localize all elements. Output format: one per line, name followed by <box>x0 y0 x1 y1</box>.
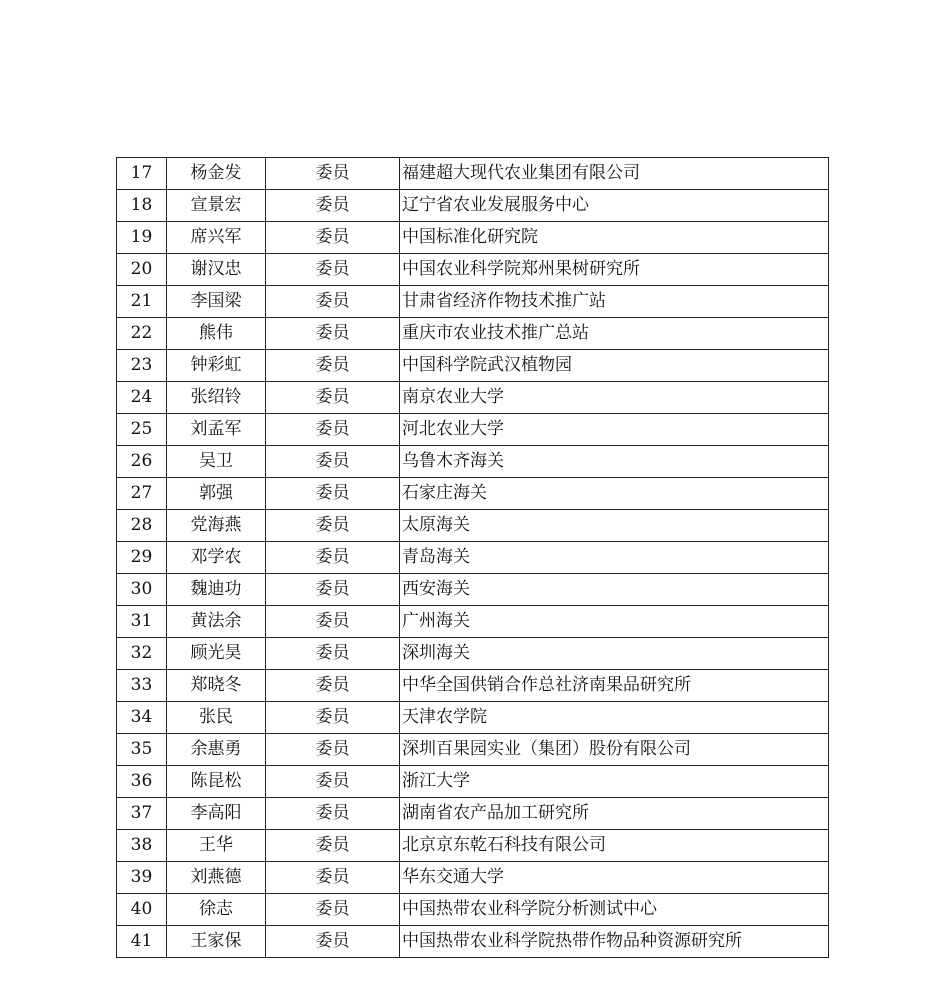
member-name-cell: 张民 <box>167 702 266 734</box>
table-row <box>117 734 829 766</box>
row-number-cell: 41 <box>117 926 167 958</box>
row-number-cell: 17 <box>117 158 167 190</box>
member-organization-cell: 深圳海关 <box>400 638 829 670</box>
member-name-cell: 王家保 <box>167 926 266 958</box>
member-role-cell: 委员 <box>266 894 400 926</box>
member-role-cell: 委员 <box>266 638 400 670</box>
member-organization-cell: 西安海关 <box>400 574 829 606</box>
table-row <box>117 190 829 222</box>
member-organization-cell: 青岛海关 <box>400 542 829 574</box>
table-row <box>117 222 829 254</box>
member-role-cell: 委员 <box>266 478 400 510</box>
member-role-cell: 委员 <box>266 606 400 638</box>
row-number-cell: 26 <box>117 446 167 478</box>
member-name-cell: 魏迪功 <box>167 574 266 606</box>
table-row <box>117 926 829 958</box>
table-row <box>117 286 829 318</box>
member-name-cell: 吴卫 <box>167 446 266 478</box>
member-name-cell: 王华 <box>167 830 266 862</box>
member-role-cell: 委员 <box>266 670 400 702</box>
member-role-cell: 委员 <box>266 414 400 446</box>
member-name-cell: 郑晓冬 <box>167 670 266 702</box>
row-number-cell: 22 <box>117 318 167 350</box>
table-row <box>117 574 829 606</box>
row-number-cell: 39 <box>117 862 167 894</box>
table-row <box>117 638 829 670</box>
row-number-cell: 31 <box>117 606 167 638</box>
table-row <box>117 670 829 702</box>
member-role-cell: 委员 <box>266 830 400 862</box>
row-number-cell: 32 <box>117 638 167 670</box>
member-organization-cell: 重庆市农业技术推广总站 <box>400 318 829 350</box>
row-number-cell: 37 <box>117 798 167 830</box>
row-number-cell: 27 <box>117 478 167 510</box>
member-role-cell: 委员 <box>266 350 400 382</box>
member-role-cell: 委员 <box>266 574 400 606</box>
row-number-cell: 24 <box>117 382 167 414</box>
member-organization-cell: 乌鲁木齐海关 <box>400 446 829 478</box>
row-number-cell: 18 <box>117 190 167 222</box>
member-organization-cell: 太原海关 <box>400 510 829 542</box>
member-name-cell: 党海燕 <box>167 510 266 542</box>
member-role-cell: 委员 <box>266 254 400 286</box>
member-role-cell: 委员 <box>266 542 400 574</box>
member-role-cell: 委员 <box>266 862 400 894</box>
member-name-cell: 钟彩虹 <box>167 350 266 382</box>
member-name-cell: 谢汉忠 <box>167 254 266 286</box>
member-organization-cell: 华东交通大学 <box>400 862 829 894</box>
member-name-cell: 张绍铃 <box>167 382 266 414</box>
member-organization-cell: 石家庄海关 <box>400 478 829 510</box>
member-role-cell: 委员 <box>266 446 400 478</box>
member-role-cell: 委员 <box>266 926 400 958</box>
member-organization-cell: 北京京东乾石科技有限公司 <box>400 830 829 862</box>
row-number-cell: 23 <box>117 350 167 382</box>
member-organization-cell: 中国热带农业科学院热带作物品种资源研究所 <box>400 926 829 958</box>
member-organization-cell: 广州海关 <box>400 606 829 638</box>
member-organization-cell: 中华全国供销合作总社济南果品研究所 <box>400 670 829 702</box>
table-row <box>117 318 829 350</box>
member-name-cell: 陈昆松 <box>167 766 266 798</box>
table-row <box>117 766 829 798</box>
table-row <box>117 894 829 926</box>
member-name-cell: 宣景宏 <box>167 190 266 222</box>
table-row <box>117 158 829 190</box>
row-number-cell: 19 <box>117 222 167 254</box>
member-role-cell: 委员 <box>266 510 400 542</box>
row-number-cell: 30 <box>117 574 167 606</box>
member-name-cell: 熊伟 <box>167 318 266 350</box>
member-role-cell: 委员 <box>266 190 400 222</box>
member-name-cell: 李国梁 <box>167 286 266 318</box>
table-row <box>117 830 829 862</box>
row-number-cell: 21 <box>117 286 167 318</box>
member-name-cell: 刘燕德 <box>167 862 266 894</box>
member-organization-cell: 中国标准化研究院 <box>400 222 829 254</box>
member-role-cell: 委员 <box>266 222 400 254</box>
row-number-cell: 25 <box>117 414 167 446</box>
member-name-cell: 邓学农 <box>167 542 266 574</box>
member-organization-cell: 中国农业科学院郑州果树研究所 <box>400 254 829 286</box>
member-organization-cell: 深圳百果园实业（集团）股份有限公司 <box>400 734 829 766</box>
member-name-cell: 李高阳 <box>167 798 266 830</box>
member-organization-cell: 浙江大学 <box>400 766 829 798</box>
member-name-cell: 顾光昊 <box>167 638 266 670</box>
member-role-cell: 委员 <box>266 286 400 318</box>
table-row <box>117 382 829 414</box>
table-row <box>117 542 829 574</box>
table-row <box>117 446 829 478</box>
committee-member-table <box>116 157 829 958</box>
table-row <box>117 702 829 734</box>
member-organization-cell: 河北农业大学 <box>400 414 829 446</box>
table-body <box>117 158 829 958</box>
row-number-cell: 34 <box>117 702 167 734</box>
table-row <box>117 510 829 542</box>
row-number-cell: 36 <box>117 766 167 798</box>
row-number-cell: 20 <box>117 254 167 286</box>
row-number-cell: 28 <box>117 510 167 542</box>
member-role-cell: 委员 <box>266 734 400 766</box>
member-name-cell: 杨金发 <box>167 158 266 190</box>
table-row <box>117 862 829 894</box>
member-name-cell: 席兴军 <box>167 222 266 254</box>
member-organization-cell: 天津农学院 <box>400 702 829 734</box>
member-name-cell: 刘孟军 <box>167 414 266 446</box>
member-organization-cell: 湖南省农产品加工研究所 <box>400 798 829 830</box>
table-row <box>117 606 829 638</box>
member-role-cell: 委员 <box>266 318 400 350</box>
row-number-cell: 35 <box>117 734 167 766</box>
table-row <box>117 414 829 446</box>
member-organization-cell: 中国科学院武汉植物园 <box>400 350 829 382</box>
member-organization-cell: 辽宁省农业发展服务中心 <box>400 190 829 222</box>
member-role-cell: 委员 <box>266 766 400 798</box>
row-number-cell: 40 <box>117 894 167 926</box>
row-number-cell: 33 <box>117 670 167 702</box>
member-organization-cell: 福建超大现代农业集团有限公司 <box>400 158 829 190</box>
member-name-cell: 徐志 <box>167 894 266 926</box>
member-organization-cell: 南京农业大学 <box>400 382 829 414</box>
member-name-cell: 郭强 <box>167 478 266 510</box>
table-row <box>117 798 829 830</box>
member-role-cell: 委员 <box>266 158 400 190</box>
table-row <box>117 254 829 286</box>
table-row <box>117 350 829 382</box>
row-number-cell: 38 <box>117 830 167 862</box>
table-row <box>117 478 829 510</box>
member-organization-cell: 中国热带农业科学院分析测试中心 <box>400 894 829 926</box>
member-name-cell: 余惠勇 <box>167 734 266 766</box>
member-role-cell: 委员 <box>266 798 400 830</box>
member-role-cell: 委员 <box>266 382 400 414</box>
row-number-cell: 29 <box>117 542 167 574</box>
member-name-cell: 黄法余 <box>167 606 266 638</box>
member-role-cell: 委员 <box>266 702 400 734</box>
member-organization-cell: 甘肃省经济作物技术推广站 <box>400 286 829 318</box>
